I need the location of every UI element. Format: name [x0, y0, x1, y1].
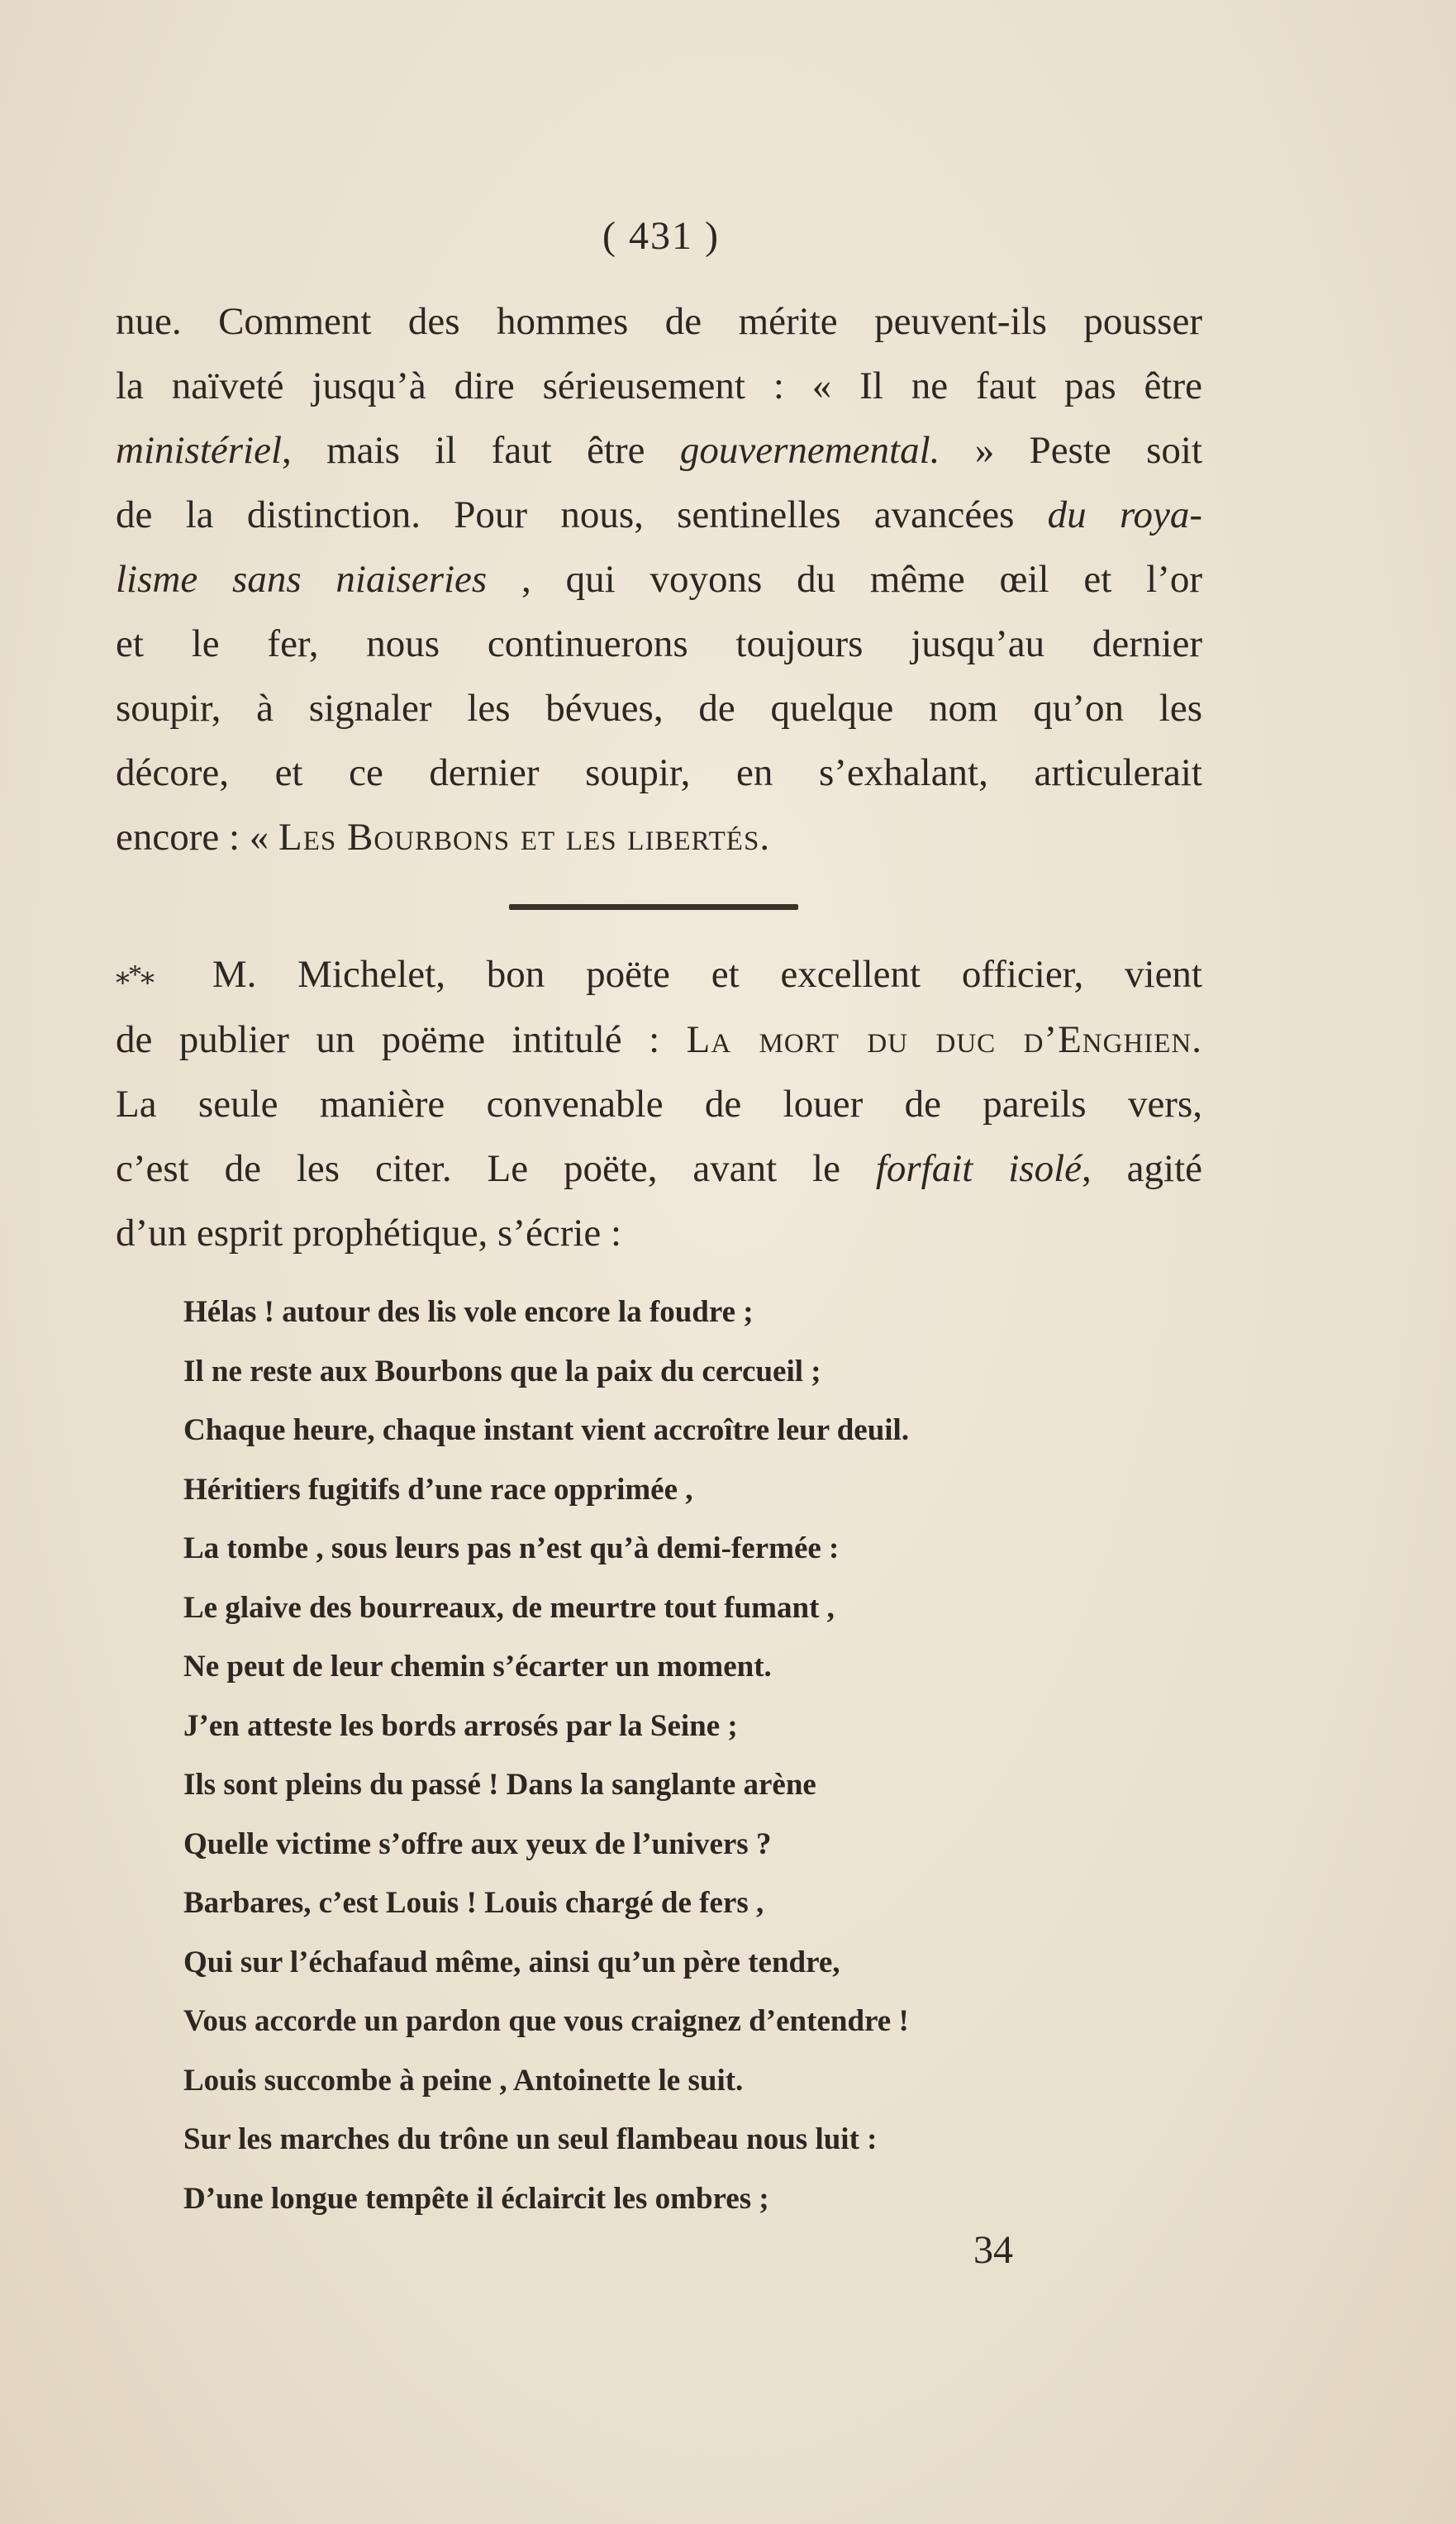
text-line [116, 942, 1202, 1007]
verse-line: Chaque heure, chaque instant vient accroître leur deuil. [183, 1413, 910, 1447]
text-line [116, 483, 1202, 547]
text-run: décore, et ce dernier soupir, en s’exhalant, articulerait [116, 751, 1202, 794]
text-run: encore : « [116, 816, 279, 859]
verse-line: Louis succombe à peine , Antoinette le suit. [183, 2063, 744, 2098]
text-line [116, 1007, 1202, 1072]
text-run: de publier un poëme intitulé : [116, 1018, 687, 1061]
asterism-mark: ⁎*⁎ [116, 960, 153, 990]
text-line [116, 354, 1202, 418]
text-line [116, 676, 1202, 741]
text-run: la naïveté jusqu’à dire sérieusement : « Il ne faut pas être [116, 364, 1202, 407]
text-run: , agité [1082, 1147, 1202, 1190]
text-run: , qui voyons du même œil et l’or [487, 558, 1203, 601]
verse-line: Sur les marches du trône un seul flambeau nous luit : [183, 2122, 878, 2156]
small-caps-run: La mort du duc d’Enghien. [686, 1018, 1203, 1061]
text-line [116, 418, 1202, 483]
text-run: » Peste soit [940, 429, 1202, 472]
verse-line: Barbares, c’est Louis ! Louis chargé de fers , [183, 1886, 764, 1920]
verse-line: Héritiers fugitifs d’une race opprimée , [183, 1472, 693, 1507]
italic-run: du roya- [1047, 493, 1202, 536]
section-divider [509, 904, 798, 910]
verse-line: Ils sont pleins du passé ! Dans la sanglante arène [183, 1768, 816, 1802]
text-run: et le fer, nous continuerons toujours jusqu’au dernier [116, 622, 1202, 665]
text-run: nue. Comment des hommes de mérite peuvent-ils pousser [116, 300, 1202, 343]
paragraph-2 [116, 942, 1202, 1265]
italic-run: gouvernemental. [679, 429, 940, 472]
small-caps-run: Les Bourbons et les libertés. [278, 816, 771, 859]
text-line [116, 1072, 1202, 1136]
verse-line: Vous accorde un pardon que vous craignez d’entendre ! [183, 2004, 909, 2038]
verse-line: Qui sur l’échafaud même, ainsi qu’un père tendre, [183, 1945, 840, 1979]
verse-line: Quelle victime s’offre aux yeux de l’univers ? [183, 1826, 772, 1861]
text-run: d’un esprit prophétique, s’écrie : [116, 1212, 622, 1255]
verse-line: Ne peut de leur chemin s’écarter un moment. [183, 1650, 772, 1683]
text-run: soupir, à signaler les bévues, de quelque nom qu’on les [116, 687, 1202, 730]
text-line [116, 1201, 1202, 1265]
text-line [116, 289, 1202, 354]
verse-line: La tombe , sous leurs pas n’est qu’à demi-fermée : [183, 1531, 840, 1565]
signature-mark: 34 [973, 2228, 1013, 2272]
text-line [116, 547, 1202, 612]
italic-run: lisme sans niaiseries [116, 558, 488, 601]
italic-run: forfait isolé [875, 1147, 1082, 1190]
text-run: de la distinction. Pour nous, sentinelles avancées [116, 493, 1048, 536]
text-line [116, 1136, 1202, 1201]
page-number: ( 431 ) [602, 214, 720, 258]
text-run: La seule manière convenable de louer de pareils vers, [116, 1083, 1202, 1126]
verse-line: Le glaive des bourreaux, de meurtre tout fumant , [183, 1590, 835, 1625]
text-run: c’est de les citer. Le poëte, avant le [116, 1147, 876, 1190]
verse-block [183, 1283, 1142, 2228]
paragraph-1 [116, 289, 1202, 869]
verse-line: J’en atteste les bords arrosés par la Seine ; [183, 1708, 738, 1743]
text-run: , mais il faut être [282, 429, 680, 472]
text-line [116, 805, 1202, 869]
text-run: M. Michelet, bon poëte et excellent officier, vient [171, 953, 1202, 996]
text-line [116, 612, 1202, 676]
verse-line: D’une longue tempête il éclaircit les ombres ; [183, 2181, 769, 2216]
italic-run: ministériel [116, 429, 283, 472]
verse-line: Il ne reste aux Bourbons que la paix du cercueil ; [183, 1354, 821, 1388]
verse-line: Hélas ! autour des lis vole encore la foudre ; [183, 1295, 754, 1329]
text-line [116, 741, 1202, 805]
